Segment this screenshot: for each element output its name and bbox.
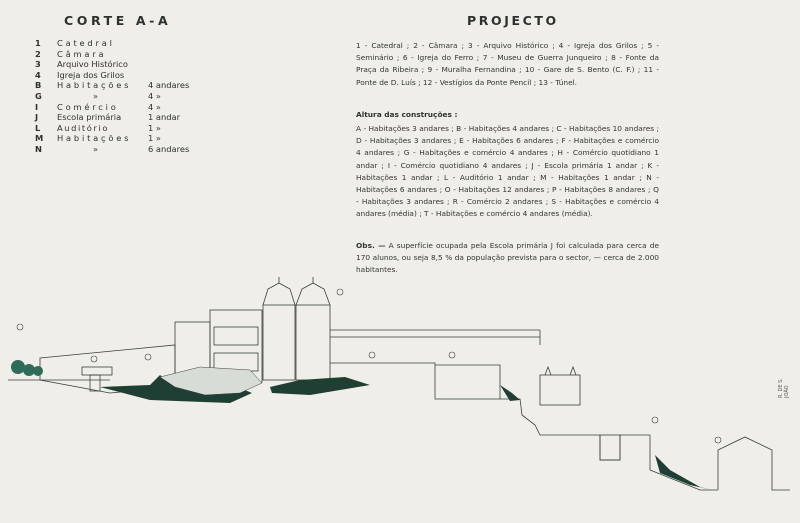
legend-key: 4 — [35, 69, 41, 80]
heights-title: Altura das construções : — [356, 110, 458, 119]
observation-paragraph — [356, 240, 659, 277]
legend-name: Arquivo Histórico — [57, 59, 128, 70]
section-title: CORTE A-A — [64, 13, 172, 28]
tower-top-left — [263, 283, 295, 305]
marker-circle — [17, 324, 23, 330]
legend-key: N — [35, 143, 42, 154]
staircase-block — [600, 435, 620, 460]
legend-value: 4 » — [148, 90, 161, 101]
marker-circle — [145, 354, 151, 360]
marker-circle — [652, 417, 658, 423]
legend-key: M — [35, 133, 44, 144]
stepped-descent — [505, 399, 650, 460]
legend-name: Comércio — [57, 101, 119, 112]
tree-1 — [11, 360, 25, 374]
ground-mass-3 — [655, 455, 712, 490]
legend-key: J — [35, 112, 39, 123]
tower-top-right — [296, 283, 330, 305]
wall-L — [435, 365, 500, 399]
marker-circle — [337, 289, 343, 295]
legend-name: Habitações — [57, 80, 132, 91]
retaining-wall — [410, 363, 505, 399]
legend-value: 1 » — [148, 133, 161, 144]
legend-value: 1 andar — [148, 112, 181, 123]
project-list-paragraph: 1 - Catedral ; 2 - Câmara ; 3 - Arquivo Histórico ; 4 - Igreja dos Grilos ; 5 - Seminário ; 6 - Igreja do Ferro ; 7 - Museu de Guerra Junqueiro ; 8 - Fonte da Praça da Ribeira ; 9 - Muralha Fernandina ; 10 - Gare de S. Bento (C. F.) ; 11 - Ponte de D. Luís ; 12 - Vestígios da Ponte Pencil ; 13 - Túnel. — [356, 41, 659, 87]
marker-circle — [91, 356, 97, 362]
marker-circle — [715, 437, 721, 443]
legend-key: I — [35, 101, 39, 112]
building-N — [718, 437, 790, 490]
cross-section-drawing — [0, 275, 800, 515]
legend-name: Igreja dos Grilos — [57, 69, 125, 80]
legend-value: 4 » — [148, 101, 161, 112]
project-title: PROJECTO — [467, 13, 559, 28]
marker-circle — [369, 352, 375, 358]
legend-key: L — [35, 122, 41, 133]
legend-name: Auditório — [57, 122, 110, 133]
legend-value: 6 andares — [148, 143, 190, 154]
legend-key: B — [35, 80, 42, 91]
building-J-support — [90, 375, 100, 391]
legend-value: 1 » — [148, 122, 161, 133]
legend-value: 4 andares — [148, 80, 190, 91]
observation-label: Obs. — — [356, 241, 386, 250]
legend-name: » — [93, 143, 99, 154]
author-signature: R. DE S. JOÃO — [778, 378, 790, 398]
legend-key: 1 — [35, 38, 41, 48]
tree-3 — [33, 366, 43, 376]
cathedral-tower-right — [296, 305, 330, 380]
legend-key: 3 — [35, 59, 41, 70]
building-G-upper — [214, 327, 258, 345]
legend-name: Habitações — [57, 133, 132, 144]
cathedral-tower-left — [263, 305, 295, 380]
building-J — [82, 367, 112, 375]
legend-name: » — [93, 90, 99, 101]
legend-key: 2 — [35, 48, 41, 59]
legend-name: Catedral — [57, 38, 115, 48]
legend-name: Escola primária — [57, 112, 122, 123]
church-grilos — [540, 375, 580, 405]
legend-key: G — [35, 90, 42, 101]
church-spires — [545, 367, 576, 375]
observation-text: A superfície ocupada pela Escola primária J foi calculada para cerca de 170 alunos, ou seja 8,5 % da população prevista para o sector, — cerca de 2.000 habitantes. — [356, 241, 659, 275]
legend-name: Câmara — [57, 48, 107, 59]
marker-circle — [449, 352, 455, 358]
heights-paragraph: A - Habitações 3 andares ; B - Habitações 4 andares ; C - Habitações 10 andares ; D - Habitações 3 andares ; E - Habitações 6 andares ; F - Habitações e comércio 4 andares ; G - Habitações e comércio 4 andares ; H - Comércio quotidiano 1 andar ; I - Comércio quotidiano 4 andares ; J - Escola primária 1 andar ; K - Habitações 1 andar ; L - Auditório 1 andar ; M - Habitações 1 andar ; N - Habitações 6 andares ; O - Habitações 12 andares ; P - Habitações 8 andares ; Q - Habitações 3 andares ; R - Comércio 2 andares ; S - Habitações e comércio 4 andares (média) ; T - Habitações e comércio 4 andares (média). — [356, 124, 659, 219]
